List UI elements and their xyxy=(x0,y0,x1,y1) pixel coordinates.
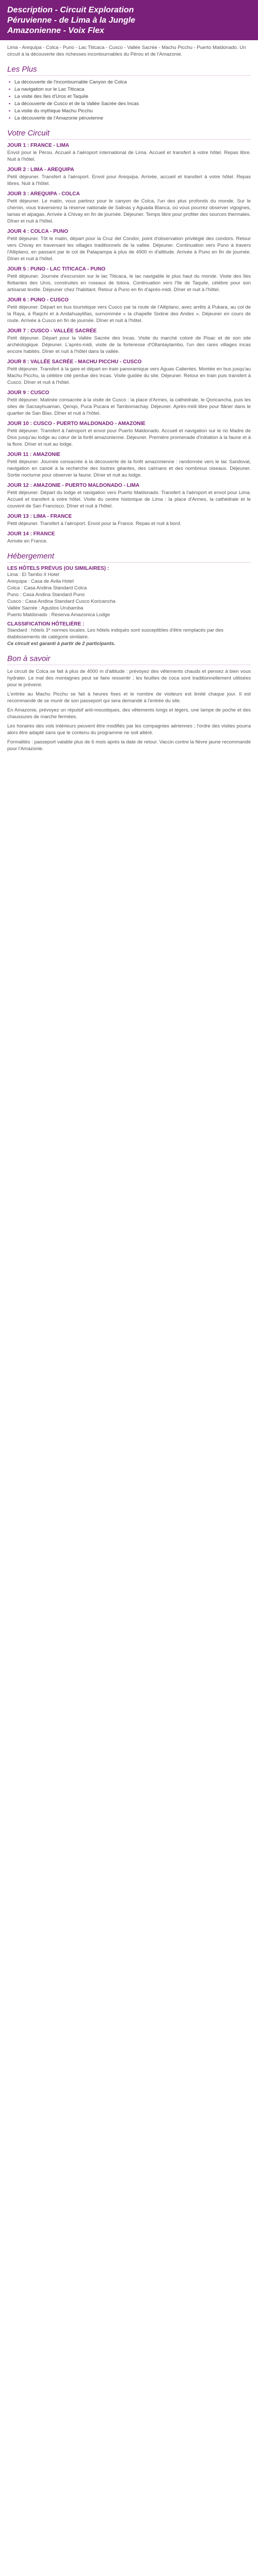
day-heading: JOUR 1 : FRANCE - LIMA xyxy=(7,143,69,148)
day-block xyxy=(7,390,251,417)
day-heading: JOUR 6 : PUNO - CUSCO xyxy=(7,297,69,303)
day-description: Petit déjeuner. Transfert à la gare et départ en train panoramique vers Aguas Calientes. Montée en bus jusqu'au Machu Picchu, la célèbre cité perdue des Incas. Visite guidée du site. Déjeuner. Retour en train puis transfert à Cusco. Dîner et nuit à l'hôtel. xyxy=(7,366,251,385)
day-description: Petit déjeuner. Le matin, vous partirez pour le canyon de Colca, l'un des plus profonds du monde. Sur le chemin, vous traverserez la réserve nationale de Salinas y Aguada Blanca, où vous pourrez observer vigognes, lamas et alpagas. Arrivée à Chivay en fin de journée. Déjeuner. Temps libre pour profiter des sources thermales. Dîner et nuit à l'hôtel. xyxy=(7,198,251,224)
plus-item: ▪ La découverte de Cusco et de la Vallée Sacrée des Incas xyxy=(14,100,251,107)
days-list xyxy=(7,143,251,545)
bonasavoir-heading: Bon à savoir xyxy=(7,654,251,665)
day-block xyxy=(7,167,251,187)
day-block xyxy=(7,266,251,293)
hotels-block xyxy=(7,566,251,647)
guarantee-note: Ce circuit est garanti à partir de 2 participants. xyxy=(7,641,116,647)
note-paragraph: L'entrée au Machu Picchu se fait à heures fixes et le nombre de visiteurs est limité chaque jour. Il est recommandé de se munir de son passeport qui sera demandé à l'entrée du site. xyxy=(7,691,251,704)
plus-item: ▪ La découverte de l'Amazonie péruvienne xyxy=(14,115,251,122)
day-block xyxy=(7,452,251,479)
day-heading: JOUR 9 : CUSCO xyxy=(7,390,50,396)
page-title xyxy=(7,5,251,36)
day-block xyxy=(7,531,251,545)
day-block xyxy=(7,191,251,225)
circuit-heading: Votre Circuit xyxy=(7,129,251,140)
day-block xyxy=(7,359,251,386)
classification-label: CLASSIFICATION HÔTELIÈRE : xyxy=(7,621,85,627)
day-heading: JOUR 2 : LIMA - AREQUIPA xyxy=(7,167,74,173)
day-description: Petit déjeuner. Transfert à l'aéroport. Envol pour la France. Repas et nuit à bord. xyxy=(7,521,182,527)
hebergement-section xyxy=(0,552,258,647)
day-heading: JOUR 5 : PUNO - LAC TITICACA - PUNO xyxy=(7,266,106,272)
hotel-line: Lima : El Tambo II Hotel xyxy=(7,572,59,578)
day-description: Petit déjeuner. Départ pour la Vallée Sacrée des Incas. Visite du marché coloré de Pisac et de son site archéologique. Déjeuner. L'après-midi, visite de la forteresse d'Ollantaytambo, l'un des rares villages incas encore habités. Dîner et nuit à l'hôtel dans la vallée. xyxy=(7,335,251,354)
day-block xyxy=(7,483,251,510)
day-description: Petit déjeuner. Tôt le matin, départ pour la Cruz del Condor, point d'observation privilégié des condors. Retour vers Chivay en traversant les villages traditionnels de la vallée. Déjeuner. Continuation vers Puno à travers l'Altiplano, en passant par le col de Patapampa à plus de 4900 m d'altitude. Arrivée à Puno en fin de journée. Dîner et nuit à l'hôtel. xyxy=(7,236,251,262)
note-paragraph: Le circuit de Colca se fait à plus de 4000 m d'altitude : prévoyez des vêtements chauds et pensez à bien vous hydrater. Le mal des montagnes peut se faire ressentir ; les feuilles de coca sont traditionnellement utilisées pour le prévenir. xyxy=(7,669,251,688)
day-heading: JOUR 8 : VALLÉE SACRÉE - MACHU PICCHU - CUSCO xyxy=(7,359,142,365)
day-heading: JOUR 10 : CUSCO - PUERTO MALDONADO - AMAZONIE xyxy=(7,421,146,427)
footer-spacer xyxy=(0,755,258,759)
title-line-2: Péruvienne - de Lima à la Jungle xyxy=(7,16,136,25)
day-heading: JOUR 11 : AMAZONIE xyxy=(7,452,60,457)
hotel-line: Colca : Casa Andina Standard Colca xyxy=(7,585,87,591)
hotel-line: Vallée Sacrée : Agustos Urubamba xyxy=(7,605,84,611)
intro-text: Lima - Arequipa - Colca - Puno - Lac Titicaca - Cusco - Vallée Sacrée - Machu Picchu - Puerto Maldonado. Un circuit à la découverte des richesses incontournables du Pérou et de l'Amazonie. xyxy=(7,45,246,57)
day-description: Petit déjeuner. Départ du lodge et navigation vers Puerto Maldonado. Transfert à l'aéroport et envol pour Lima. Accueil et transfert à votre hôtel. Visite du centre historique de Lima : la place d'Armes, la cathédrale et le couvent de San Francisco. Dîner et nuit à l'hôtel. xyxy=(7,490,251,509)
title-line-3: Amazonienne - Voix Flex xyxy=(7,26,104,35)
plus-list xyxy=(7,79,251,122)
hotels-label: LES HÔTELS PRÉVUS (OU SIMILAIRES) : xyxy=(7,566,109,571)
day-heading: JOUR 3 : AREQUIPA - COLCA xyxy=(7,191,80,197)
day-heading: JOUR 7 : CUSCO - VALLÉE SACRÉE xyxy=(7,328,97,334)
note-paragraph: En Amazonie, prévoyez un répulsif anti-moustiques, des vêtements longs et légers, une lampe de poche et des chaussures de marche fermées. xyxy=(7,707,251,720)
plus-item: ▪ La visite du mythique Machu Picchu xyxy=(14,108,251,114)
day-block xyxy=(7,328,251,355)
day-block xyxy=(7,229,251,262)
day-block xyxy=(7,297,251,324)
day-description: Petit déjeuner. Journée d'excursion sur le lac Titicaca, le lac navigable le plus haut du monde. Visite des îles flottantes des Uros, construites en roseaux de totora. Continuation vers l'île de Taquile, célèbre pour son artisanat textile. Déjeuner chez l'habitant. Retour à Puno en fin d'après-midi. Dîner et nuit à l'hôtel. xyxy=(7,274,251,293)
hotel-line: Arequipa : Casa de Avila Hotel xyxy=(7,579,74,584)
plus-section xyxy=(0,65,258,122)
plus-item: ▪ La découverte de l'incontournable Canyon de Colca xyxy=(14,79,251,86)
title-line-1: Description - Circuit Exploration xyxy=(7,6,134,14)
day-heading: JOUR 14 : FRANCE xyxy=(7,531,55,537)
day-heading: JOUR 13 : LIMA - FRANCE xyxy=(7,514,72,519)
note-paragraph: Les horaires des vols intérieurs peuvent être modifiés par les compagnies aériennes ; l'ordre des visites pourra alors être adapté sans que le contenu du programme ne soit altéré. xyxy=(7,723,251,736)
day-description: Arrivée en France. xyxy=(7,538,48,544)
day-heading: JOUR 4 : COLCA - PUNO xyxy=(7,229,68,234)
hotel-line: Puerto Maldonado : Reserva Amazonica Lodge xyxy=(7,612,110,618)
hebergement-heading: Hébergement xyxy=(7,552,251,563)
hotel-line: Puno : Casa Andina Standard Puno xyxy=(7,592,85,598)
page-header xyxy=(0,0,258,40)
day-block xyxy=(7,143,251,163)
plus-item: ▪ La visite des îles d'Uros et Taquile xyxy=(14,93,251,100)
day-description: Petit déjeuner. Matinée consacrée à la visite de Cusco : la place d'Armes, la cathédrale, le Qoricancha, puis les sites de Sacsayhuaman, Qenqo, Puca Pucara et Tambomachay. Déjeuner. Après-midi libre pour flâner dans le quartier de San Blas. Dîner et nuit à l'hôtel. xyxy=(7,397,251,416)
day-block xyxy=(7,421,251,448)
plus-item: ▪ La navigation sur le Lac Titicaca xyxy=(14,86,251,93)
hotel-line: Cusco : Casa Andina Standard Cusco Koricancha xyxy=(7,599,116,604)
day-description: Petit déjeuner. Transfert à l'aéroport et envol pour Puerto Maldonado. Accueil et navigation sur le rio Madre de Dios jusqu'au lodge au cœur de la forêt amazonienne. Déjeuner. Première promenade d'initiation à la faune et à la flore. Dîner et nuit au lodge. xyxy=(7,428,251,447)
day-block xyxy=(7,514,251,527)
note-paragraph: Formalités : passeport valable plus de 6 mois après la date de retour. Vaccin contre la fièvre jaune recommandé pour l'Amazonie. xyxy=(7,739,251,752)
circuit-section xyxy=(0,129,258,545)
day-description: Petit déjeuner. Journée consacrée à la découverte de la forêt amazonienne : randonnée vers le lac Sandoval, navigation en canoë à la recherche des loutres géantes, des caïmans et des nombreux oiseaux. Déjeuner. Sortie nocturne pour observer la faune. Dîner et nuit au lodge. xyxy=(7,459,251,478)
plus-heading: Les Plus xyxy=(7,65,251,76)
bonasavoir-section xyxy=(0,654,258,752)
classification-note: Standard : hôtels 3* normes locales. Les hôtels indiqués sont susceptibles d'être remplacés par des établissements de catégorie similaire. xyxy=(7,628,223,640)
day-description: Petit déjeuner. Transfert à l'aéroport. Envol pour Arequipa. Arrivée, accueil et transfert à votre hôtel. Repas libres. Nuit à l'hôtel. xyxy=(7,174,251,187)
day-description: Petit déjeuner. Départ en bus touristique vers Cusco par la route de l'Altiplano, avec arrêts à Pukara, au col de la Raya, à Raqchi et à Andahuaylillas, surnommée « la chapelle Sixtine des Andes ». Déjeuner en cours de route. Arrivée à Cusco en fin de journée. Dîner et nuit à l'hôtel. xyxy=(7,304,251,324)
day-heading: JOUR 12 : AMAZONIE - PUERTO MALDONADO - LIMA xyxy=(7,483,140,488)
day-description: Envol pour le Pérou. Accueil à l'aéroport international de Lima. Accueil et transfert à votre hôtel. Repas libre. Nuit à l'hôtel. xyxy=(7,150,251,162)
